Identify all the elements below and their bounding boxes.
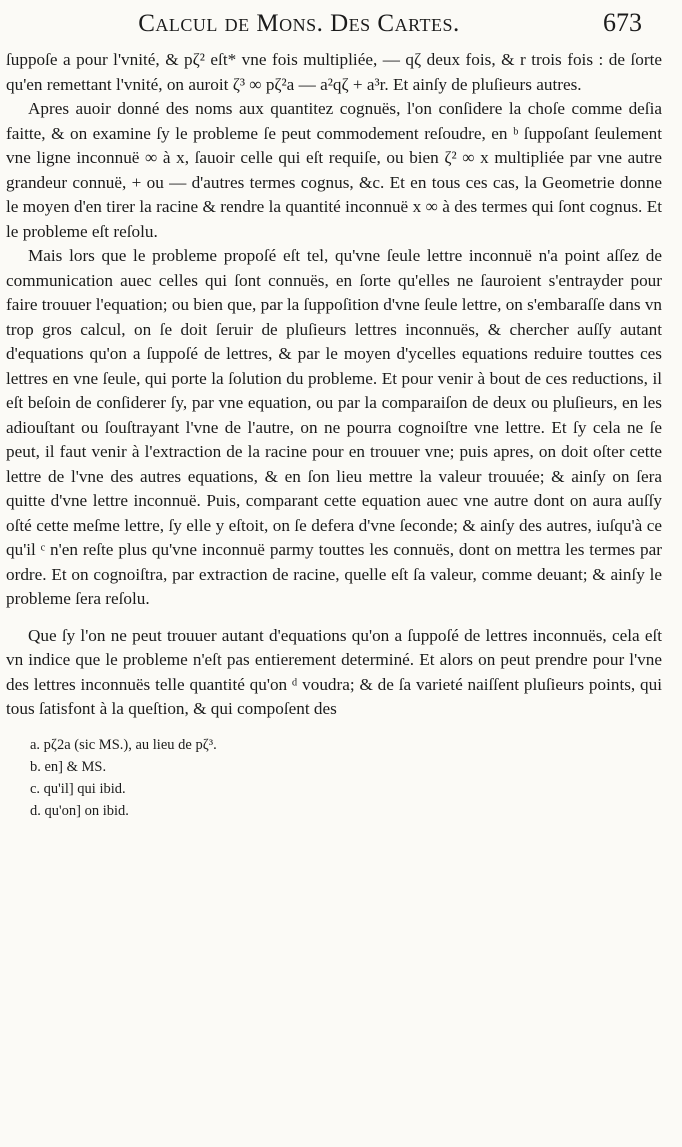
- paragraph-1: ſuppoſe a pour l'vnité, & pζ² eſt* vne fois multipliée, — qζ deux fois, & r trois fois : de ſorte qu'en remettant l'vnité, on auroit ζ³ ∞ pζ²a — a²qζ + a³r. Et ainſy de pluſieurs autres.: [6, 50, 662, 94]
- footnote-c: c. qu'il] qui ibid.: [30, 780, 126, 797]
- footnotes: [6, 734, 662, 822]
- page-number: 673: [603, 8, 642, 37]
- body-text: [6, 48, 662, 722]
- page-header: [6, 0, 662, 48]
- footnote-a: a. pζ2a (sic MS.), au lieu de pζ³.: [30, 736, 217, 753]
- footnote-b: b. en] & MS.: [30, 758, 107, 775]
- running-title: Calcul de Mons. Des Cartes.: [138, 10, 460, 37]
- paragraph-3: Mais lors que le probleme propoſé eſt tel, qu'vne ſeule lettre inconnuë n'a point aſſez de communication auec celles qui ſont connuës, en ſorte qu'elles ne ſauroient s'entrayder pour faire trouuer l'equation; ou bien que, par la ſuppoſition d'vne ſeule lettre, on s'embaraſſe dans vn trop gros calcul, on ſe doit ſeruir de pluſieurs lettres inconnuës, & chercher auſſy autant d'equations qu'on a ſuppoſé de lettres, & par le moyen d'ycelles equations reduire touttes ces lettres en vne ſeule, qui porte la ſolution du probleme. Et pour venir à bout de ces reductions, il eſt beſoin de conſiderer ſy, par vne equation, ou par la comparaiſon de deux ou pluſieurs, en les adiouſtant ou ſouſtrayant l'vne de l'autre, on ne pourra cognoiſtre vne lettre. Et ſy cela ne ſe peut, il faut venir à l'extraction de la racine pour en trouuer vne; puis apres, on doit oſter cette lettre de l'vne des autres equations, & en ſon lieu mettre la valeur trouuée; & ainſy on ſera quitte d'vne lettre inconnuë. Puis, comparant cette equation auec vne autre dont on aura auſſy oſté cette meſme lettre, ſy elle y eſtoit, on ſe defera d'vne ſeconde; & ainſy des autres, iuſqu'à ce qu'il ᶜ n'en reſte plus qu'vne inconnuë parmy touttes les connuës, dont on mettra les termes par ordre. Et on cognoiſtra, par extraction de racine, quelle eſt ſa valeur, comme deuant; & ainſy le probleme ſera reſolu.: [6, 246, 663, 608]
- paragraph-2: Apres auoir donné des noms aux quantitez cognuës, l'on conſidere la choſe comme deſia faitte, & on examine ſy le probleme ſe peut commodement reſoudre, en ᵇ ſuppoſant ſeulement vne ligne inconnuë ∞ à x, ſauoir celle qui eſt requiſe, ou bien ζ² ∞ x multipliée par vne autre grandeur connuë, + ou — d'autres termes cognus, &c. Et en tous ces cas, la Geometrie donne le moyen d'en tirer la racine & rendre la quantité inconnuë x ∞ à des termes qui ſont cognus. Et le probleme eſt reſolu.: [6, 99, 662, 241]
- footnote-d: d. qu'on] on ibid.: [30, 802, 129, 819]
- paragraph-4: Que ſy l'on ne peut trouuer autant d'equations qu'on a ſuppoſé de lettres inconnuës, cela eſt vn indice que le probleme n'eſt pas entierement determiné. Et alors on peut prendre pour l'vne des lettres inconnuës telle quantité qu'on ᵈ voudra; & de ſa varieté naiſſent pluſieurs points, qui tous ſatisfont à la queſtion, & qui compoſent des: [6, 625, 662, 718]
